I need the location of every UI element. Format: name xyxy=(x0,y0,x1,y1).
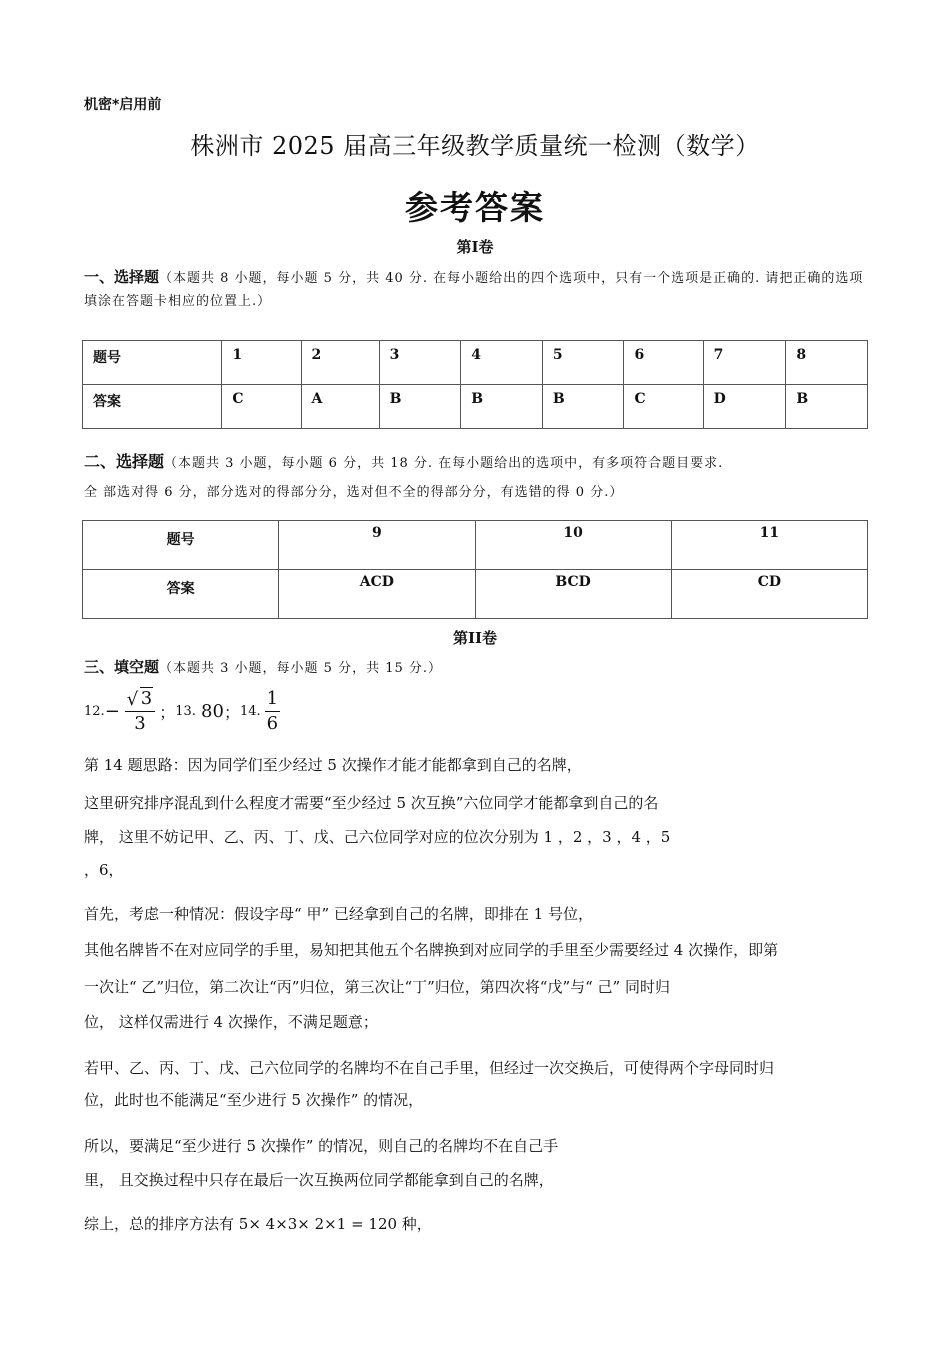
section-two-answer-table xyxy=(82,520,868,619)
sqrt-radicand: 3 xyxy=(140,687,153,709)
explanation-line: 综上，总的排序方法有 5× 4×3× 2×1 = 120 种， xyxy=(84,1215,432,1233)
row-label-answer: 答案 xyxy=(83,385,222,429)
table-cell: 1 xyxy=(222,341,301,385)
table-cell: C xyxy=(222,385,301,429)
table-cell: 7 xyxy=(703,341,786,385)
table-cell: 8 xyxy=(786,341,868,385)
q14-denominator: 6 xyxy=(266,712,279,734)
table-row xyxy=(83,385,868,429)
table-cell: B xyxy=(542,385,624,429)
section-one-answer-table xyxy=(82,340,868,429)
q13-label: 13. xyxy=(175,703,196,719)
exam-title: 株洲市 2025 届高三年级教学质量统一检测（数学） xyxy=(190,132,760,160)
explanation-line: 一次让“ 乙”归位，第二次让“丙”归位，第三次让“丁”归位，第四次将“戊”与“ 己” 同时归 xyxy=(84,978,670,996)
sqrt-sign: √ xyxy=(126,688,139,710)
q14-numerator: 1 xyxy=(265,687,280,712)
table-cell: 5 xyxy=(542,341,624,385)
table-cell: C xyxy=(624,385,703,429)
table-cell: B xyxy=(786,385,868,429)
volume-two-heading: 第II卷 xyxy=(452,629,498,647)
table-cell: 10 xyxy=(475,521,671,570)
table-cell: ACD xyxy=(279,570,475,619)
q12-numerator xyxy=(125,687,155,712)
explanation-line: 里， 且交换过程中只存在最后一次互换两位同学都能拿到自己的名牌， xyxy=(84,1171,554,1189)
section-two-description-line1: （本题共 3 小题，每小题 6 分，共 18 分. 在每小题给出的选项中，有多项符合题目要求. xyxy=(164,456,724,471)
table-cell: 9 xyxy=(279,521,475,570)
q14-fraction xyxy=(265,687,280,736)
section-two-description-line2: 全 部选对得 6 分，部分选对的得部分分，选对但不全的得部分分，有选错的得 0 分.） xyxy=(84,485,624,500)
table-row xyxy=(83,521,868,570)
sqrt-expression xyxy=(127,688,153,709)
table-cell: 11 xyxy=(671,521,867,570)
explanation-line: 位， 这样仅需进行 4 次操作，不满足题意； xyxy=(84,1013,378,1031)
q12-fraction xyxy=(125,687,155,736)
q14-label: 14. xyxy=(239,703,261,719)
section-two-title: 二、选择题 xyxy=(84,452,165,471)
table-cell: D xyxy=(703,385,786,429)
answer-separator: ； xyxy=(159,702,176,722)
section-three-title: 三、填空题 xyxy=(84,658,160,676)
explanation-line: 其他名牌皆不在对应同学的手里，易知把其他五个名牌换到对应同学的手里至少需要经过 4 次操作，即第 xyxy=(84,941,779,959)
explanation-line: 这里研究排序混乱到什么程度才需要“至少经过 5 次互换”六位同学才能都拿到自己的名 xyxy=(84,794,659,812)
explanation-line: 若甲、乙、丙、丁、戊、己六位同学的名牌均不在自己手里，但经过一次交换后，可使得两个字母同时归 xyxy=(84,1059,775,1077)
q13-value: 80 xyxy=(201,700,224,722)
explanation-line: 位，此时也不能满足“至少进行 5 次操作” 的情况， xyxy=(84,1091,424,1109)
section-two-heading xyxy=(84,448,869,507)
row-label-number: 题号 xyxy=(83,341,222,385)
q12-denominator: 3 xyxy=(134,712,146,734)
explanation-line: 牌， 这里不妨记甲、乙、丙、丁、戊、己六位同学对应的位次分别为 1 ，2 ，3 ，4 ，5 xyxy=(84,828,671,846)
table-row xyxy=(83,341,868,385)
answer-key-title: 参考答案 xyxy=(405,188,545,227)
confidential-label: 机密*启用前 xyxy=(84,97,162,113)
section-three-description: （本题共 3 小题，每小题 5 分，共 15 分.） xyxy=(159,661,443,676)
table-cell: CD xyxy=(671,570,867,619)
q12-label: 12. xyxy=(84,703,105,719)
table-cell: B xyxy=(379,385,461,429)
section-one-title: 一、选择题 xyxy=(84,268,160,286)
table-cell: 4 xyxy=(461,341,543,385)
table-cell: 3 xyxy=(379,341,461,385)
row-label-answer: 答案 xyxy=(83,570,279,619)
section-one-description: （本题共 8 小题，每小题 5 分，共 40 分. 在每小题给出的四个选项中，只有一个选项是正确的. 请把正确的选项填涂在答题卡相应的位置上.） xyxy=(84,271,864,309)
q12-minus-sign: − xyxy=(104,700,120,722)
section-three-heading xyxy=(84,656,869,680)
table-cell: BCD xyxy=(475,570,671,619)
fill-in-answers xyxy=(84,684,284,738)
table-cell: B xyxy=(461,385,543,429)
explanation-line: 所以，要满足“至少进行 5 次操作” 的情况，则自己的名牌均不在自己手 xyxy=(84,1137,559,1155)
volume-one-heading: 第I卷 xyxy=(456,238,494,256)
explanation-line: 第 14 题思路：因为同学们至少经过 5 次操作才能才能都拿到自己的名牌， xyxy=(84,756,582,774)
explanation-line: 首先，考虑一种情况：假设字母“ 甲” 已经拿到自己的名牌，即排在 1 号位， xyxy=(84,905,593,923)
section-one-heading xyxy=(84,266,869,313)
table-cell: A xyxy=(301,385,379,429)
answer-separator: ； xyxy=(223,702,240,722)
row-label-number: 题号 xyxy=(83,521,279,570)
table-cell: 2 xyxy=(301,341,379,385)
explanation-line: ，6， xyxy=(84,861,124,879)
table-cell: 6 xyxy=(624,341,703,385)
table-row xyxy=(83,570,868,619)
